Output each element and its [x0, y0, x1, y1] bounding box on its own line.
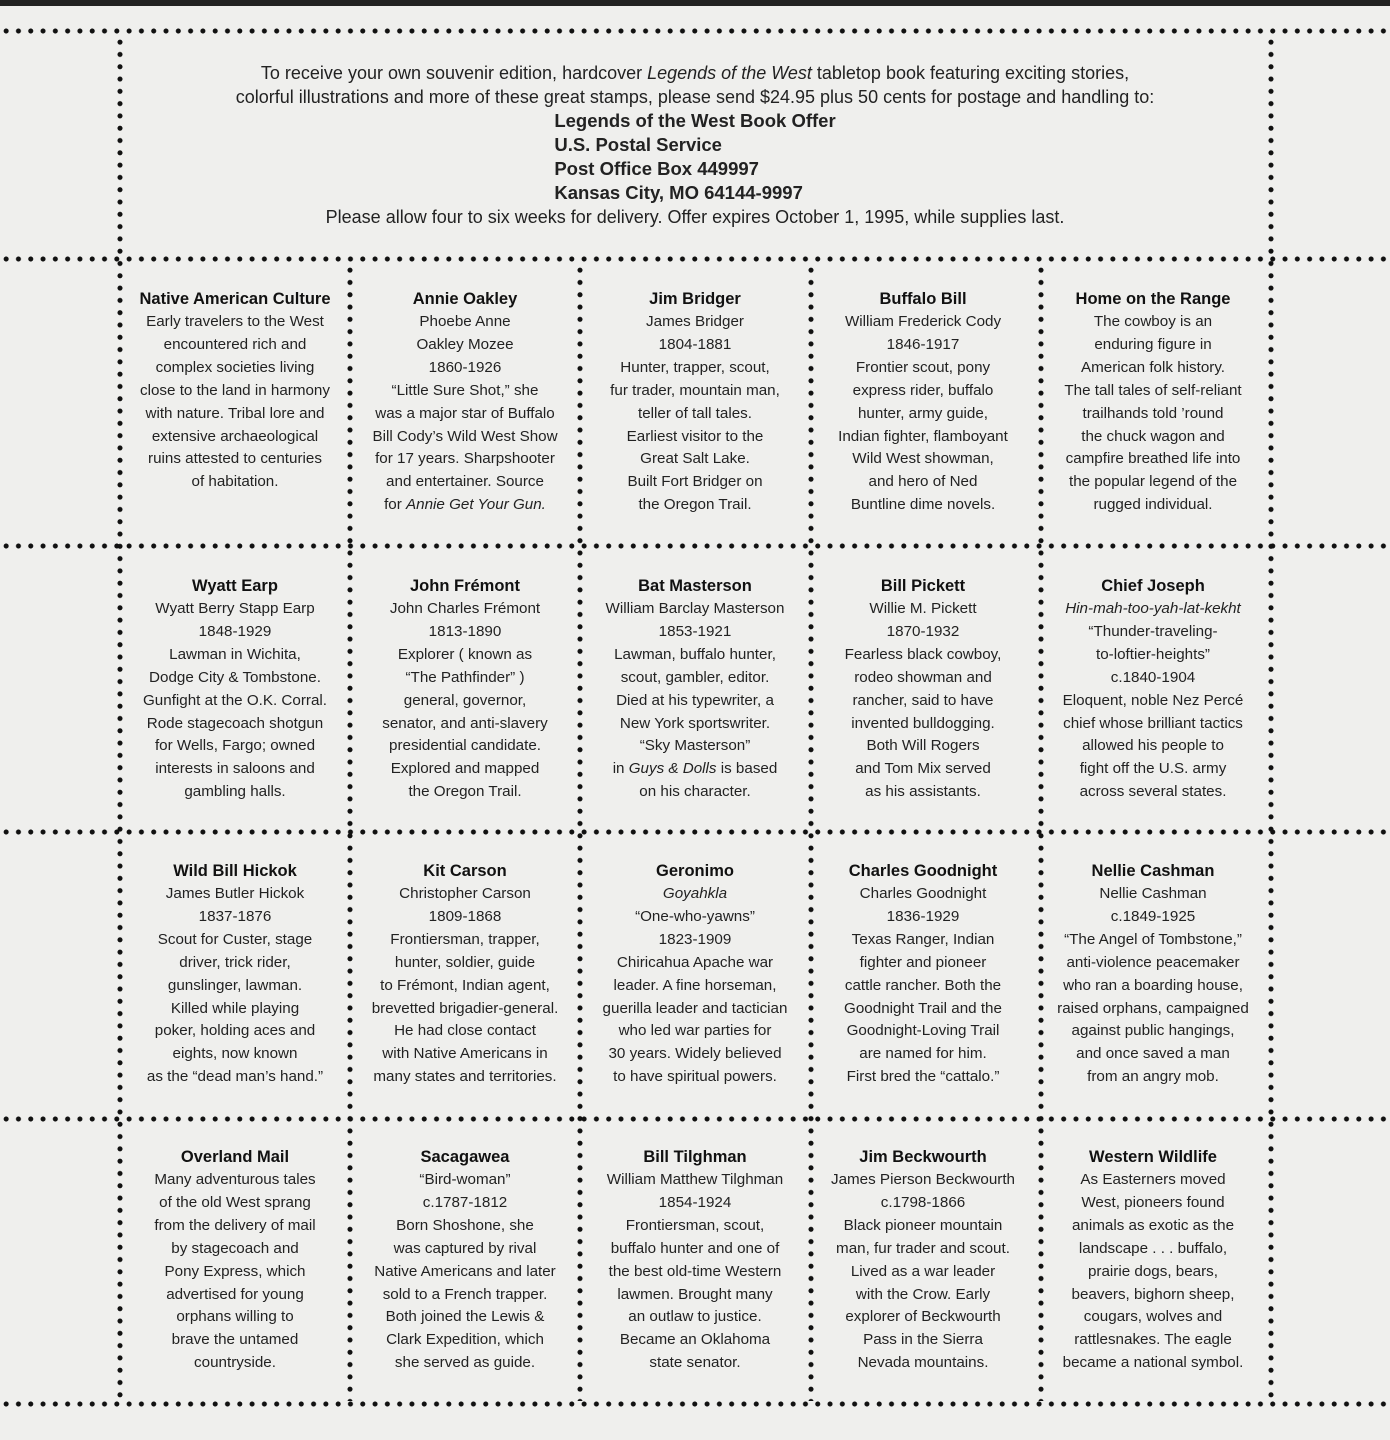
- stamp-description: [129, 575, 341, 804]
- stamp-text-line: general, governor,: [403, 691, 527, 709]
- stamp-text-line: He had close contact: [394, 1022, 536, 1040]
- stamp-text-line: Wild West showman,: [852, 450, 994, 468]
- stamp-text-line: William Frederick Cody: [844, 313, 1002, 330]
- stamp-text-line: state senator.: [649, 1354, 741, 1372]
- stamp-text-line: leader. A fine horseman,: [613, 976, 777, 994]
- stamp-text-line: “The Pathfinder” ): [405, 668, 525, 686]
- stamp-text-line: the Oregon Trail.: [638, 496, 752, 514]
- stamp-title: Wild Bill Hickok: [173, 862, 297, 880]
- stamp-text-line: as the “dead man’s hand.”: [146, 1068, 324, 1086]
- stamp-text-line: Great Salt Lake.: [640, 450, 750, 468]
- stamp-text-line: the Oregon Trail.: [408, 783, 522, 801]
- stamp-text-line: scout, gambler, editor.: [620, 668, 770, 686]
- stamp-text-line: who led war parties for: [618, 1022, 772, 1040]
- stamp-text-line: William Matthew Tilghman: [606, 1171, 784, 1188]
- stamp-text-line: c.1787-1812: [422, 1193, 508, 1211]
- stamp-text-line: rodeo showman and: [854, 668, 992, 686]
- stamp-text-line: explorer of Beckwourth: [845, 1308, 1001, 1326]
- stamp-text-line: John Charles Frémont: [389, 600, 541, 617]
- stamp-title: Jim Beckwourth: [859, 1148, 987, 1166]
- stamp-text-line: and Tom Mix served: [855, 760, 991, 778]
- stamp-text-line: Became an Oklahoma: [619, 1331, 771, 1349]
- stamp-description: [817, 860, 1029, 1089]
- stamp-title: Western Wildlife: [1089, 1148, 1217, 1166]
- stamp-text-line: close to the land in harmony: [140, 381, 330, 399]
- stamp-text-line: gambling halls.: [184, 783, 286, 801]
- book-offer: [130, 62, 1260, 230]
- stamp-text-line: was captured by rival: [393, 1239, 537, 1257]
- perforation-row: [0, 1400, 1390, 1408]
- stamp-text-line: the popular legend of the: [1068, 473, 1238, 491]
- stamp-text-line: for Wells, Fargo; owned: [154, 737, 316, 755]
- stamp-text-line: an outlaw to justice.: [628, 1308, 762, 1326]
- stamp-text-line: allowed his people to: [1082, 737, 1224, 755]
- stamp-text-line: many states and territories.: [373, 1068, 557, 1086]
- stamp-text-line: buffalo hunter and one of: [610, 1239, 780, 1257]
- stamp-text-line: Lived as a war leader: [850, 1262, 996, 1280]
- stamp-title: Charles Goodnight: [848, 862, 998, 880]
- stamp-text-line: Buntline dime novels.: [850, 496, 996, 514]
- stamp-text-line: extensive archaeological: [151, 427, 319, 445]
- mailing-address: Legends of the West Book Offer U.S. Postal Service Post Office Box 449997 Kansas City, MO 64144-9997: [554, 110, 836, 204]
- stamp-text-line: New York sportswriter.: [619, 714, 771, 732]
- stamp-text-line: advertised for young: [166, 1285, 304, 1303]
- stamp-text-line: trailhands told ’round: [1082, 404, 1224, 422]
- perforation-row: [0, 828, 1390, 836]
- stamp-text-line: “The Angel of Tombstone,”: [1064, 930, 1242, 948]
- stamp-description: [1047, 1146, 1259, 1375]
- stamp-text-line: The cowboy is an: [1093, 313, 1213, 330]
- stamp-text-line: Gunfight at the O.K. Corral.: [142, 691, 328, 709]
- stamp-description: [1047, 575, 1259, 804]
- stamp-text-line: against public hangings,: [1071, 1022, 1235, 1040]
- stamp-text-line: Dodge City & Tombstone.: [149, 668, 321, 686]
- stamp-text-line: are named for him.: [859, 1045, 987, 1063]
- perforation-column: [1267, 36, 1275, 1401]
- stamp-text-line: fur trader, mountain man,: [610, 381, 780, 399]
- stamp-text-line: from an angry mob.: [1087, 1068, 1219, 1086]
- stamp-text-line: to Frémont, Indian agent,: [380, 976, 550, 994]
- stamp-text-line: Wyatt Berry Stapp Earp: [155, 600, 315, 617]
- stamp-description: [129, 1146, 341, 1375]
- stamp-text-line: 1870-1932: [886, 622, 960, 640]
- stamp-text-line: the best old-time Western: [608, 1262, 782, 1280]
- stamp-text-line: Bill Cody’s Wild West Show: [372, 427, 558, 445]
- stamp-text-line: 1804-1881: [658, 335, 732, 353]
- stamp-description: [129, 860, 341, 1089]
- stamp-text-line: 1837-1876: [198, 907, 272, 925]
- stamp-text-line: invented bulldogging.: [851, 714, 995, 732]
- stamp-text-line: First bred the “cattalo.”: [846, 1068, 1000, 1086]
- stamp-text-line: James Butler Hickok: [165, 885, 305, 902]
- stamp-text-line: Rode stagecoach shotgun: [146, 714, 324, 732]
- perforation-column: [1037, 264, 1045, 1401]
- stamp-text-line: The tall tales of self-reliant: [1064, 381, 1242, 399]
- stamp-text-line: Goodnight-Loving Trail: [846, 1022, 1000, 1040]
- stamp-text-line: American folk history.: [1080, 358, 1226, 376]
- stamp-text-line: for Annie Get Your Gun.: [384, 496, 546, 514]
- stamp-title: Wyatt Earp: [192, 577, 278, 595]
- stamp-text-line: Built Fort Bridger on: [627, 473, 763, 491]
- stamp-text-line: 1836-1929: [886, 907, 960, 925]
- stamp-text-line: and entertainer. Source: [386, 473, 544, 491]
- stamp-text-line: hunter, army guide,: [857, 404, 988, 422]
- stamp-text-line: Earliest visitor to the: [626, 427, 764, 445]
- stamp-text-line: Pass in the Sierra: [863, 1331, 983, 1349]
- stamp-text-line: and once saved a man: [1076, 1045, 1230, 1063]
- stamp-description: [359, 288, 571, 517]
- stamp-text-line: by stagecoach and: [171, 1239, 299, 1257]
- stamp-description: [1047, 288, 1259, 517]
- stamp-text-line: Scout for Custer, stage: [157, 930, 313, 948]
- stamp-text-line: 30 years. Widely believed: [608, 1045, 782, 1063]
- perforation-column: [807, 264, 815, 1401]
- stamp-description: [589, 288, 801, 517]
- stamp-text-line: brevetted brigadier-general.: [371, 999, 559, 1017]
- stamp-text-line: 1813-1890: [428, 622, 502, 640]
- stamp-text-line: Killed while playing: [170, 999, 300, 1017]
- stamp-text-line: 1848-1929: [198, 622, 272, 640]
- stamp-title: Native American Culture: [139, 290, 331, 308]
- stamp-title: Chief Joseph: [1101, 577, 1205, 595]
- stamp-text-line: As Easterners moved: [1080, 1171, 1226, 1188]
- stamp-text-line: enduring figure in: [1094, 335, 1212, 353]
- stamp-text-line: Willie M. Pickett: [869, 600, 977, 617]
- stamp-text-line: the chuck wagon and: [1081, 427, 1225, 445]
- stamp-text-line: cattle rancher. Both the: [844, 976, 1002, 994]
- stamp-text-line: with the Crow. Early: [855, 1285, 991, 1303]
- stamp-text-line: lawmen. Brought many: [617, 1285, 773, 1303]
- stamp-text-line: express rider, buffalo: [852, 381, 994, 399]
- stamp-text-line: ruins attested to centuries: [148, 450, 322, 468]
- stamp-text-line: 1846-1917: [886, 335, 960, 353]
- stamp-text-line: rattlesnakes. The eagle: [1074, 1331, 1232, 1349]
- stamp-text-line: beavers, bighorn sheep,: [1071, 1285, 1235, 1303]
- stamp-text-line: interests in saloons and: [155, 760, 315, 778]
- stamp-text-line: of habitation.: [191, 473, 279, 491]
- stamp-text-line: to have spiritual powers.: [613, 1068, 777, 1086]
- stamp-text-line: James Pierson Beckwourth: [830, 1171, 1015, 1188]
- stamp-text-line: encountered rich and: [163, 335, 307, 353]
- stamp-title: Annie Oakley: [412, 290, 518, 308]
- perforation-column: [346, 264, 354, 1401]
- stamp-description: [359, 1146, 571, 1375]
- stamp-text-line: 1809-1868: [428, 907, 502, 925]
- stamp-text-line: c.1849-1925: [1110, 907, 1196, 925]
- stamp-description: [1047, 860, 1259, 1089]
- stamp-text-line: in Guys & Dolls is based: [612, 760, 778, 778]
- stamp-text-line: Many adventurous tales: [154, 1171, 316, 1188]
- stamp-text-line: who ran a boarding house,: [1063, 976, 1243, 994]
- stamp-text-line: Nevada mountains.: [857, 1354, 989, 1372]
- perforation-row: [0, 542, 1390, 550]
- stamp-text-line: Clark Expedition, which: [386, 1331, 544, 1349]
- stamp-text-line: for 17 years. Sharpshooter: [375, 450, 555, 468]
- stamp-text-line: Both Will Rogers: [866, 737, 980, 755]
- stamp-text-line: presidential candidate.: [389, 737, 541, 755]
- stamp-description: [359, 575, 571, 804]
- stamp-text-line: chief whose brilliant tactics: [1063, 714, 1243, 732]
- stamp-text-line: Charles Goodnight: [859, 885, 987, 902]
- stamp-text-line: 1860-1926: [428, 358, 502, 376]
- stamp-title: Bat Masterson: [638, 577, 752, 595]
- stamp-text-line: “Sky Masterson”: [639, 737, 751, 755]
- stamp-text-line: Fearless black cowboy,: [844, 645, 1002, 663]
- stamp-title: Sacagawea: [420, 1148, 510, 1166]
- stamp-title: Jim Bridger: [649, 290, 741, 308]
- stamp-text-line: across several states.: [1079, 783, 1227, 801]
- stamp-text-line: Explorer ( known as: [397, 645, 533, 663]
- stamp-title: Nellie Cashman: [1091, 862, 1215, 880]
- stamp-text-line: “Thunder-traveling-: [1088, 622, 1218, 640]
- stamp-text-line: Oakley Mozee: [416, 335, 514, 353]
- stamp-title: Bill Pickett: [880, 577, 966, 595]
- stamp-text-line: complex societies living: [155, 358, 315, 376]
- stamp-text-line: animals as exotic as the: [1071, 1216, 1235, 1234]
- stamp-description: [359, 860, 571, 1089]
- stamp-title: Geronimo: [656, 862, 734, 880]
- stamp-text-line: on his character.: [639, 783, 751, 801]
- offer-line-2: colorful illustrations and more of these great stamps, please send $24.95 plus 50 cents for postage and handling to:: [235, 86, 1155, 107]
- stamp-text-line: cougars, wolves and: [1083, 1308, 1223, 1326]
- stamp-text-line: 1823-1909: [658, 930, 732, 948]
- stamp-description: [589, 575, 801, 804]
- stamp-text-line: Died at his typewriter, a: [616, 691, 774, 709]
- perforation-row: [0, 1115, 1390, 1123]
- stamp-text-line: James Bridger: [646, 313, 744, 330]
- stamp-text-line: 1853-1921: [658, 622, 732, 640]
- stamp-text-line: West, pioneers found: [1081, 1193, 1225, 1211]
- stamp-text-line: senator, and anti-slavery: [382, 714, 548, 732]
- stamp-text-line: Black pioneer mountain: [843, 1216, 1003, 1234]
- stamp-description: [817, 575, 1029, 804]
- stamp-text-line: 1854-1924: [658, 1193, 732, 1211]
- stamp-title: Home on the Range: [1075, 290, 1231, 308]
- stamp-text-line: brave the untamed: [171, 1331, 299, 1349]
- stamp-title: Kit Carson: [423, 862, 507, 880]
- stamp-text-line: and hero of Ned: [868, 473, 978, 491]
- stamp-text-line: rugged individual.: [1093, 496, 1213, 514]
- stamp-text-line: “Little Sure Shot,” she: [391, 381, 539, 399]
- stamp-text-line: was a major star of Buffalo: [375, 404, 555, 422]
- stamp-native-name: Hin-mah-too-yah-lat-kekht: [1065, 600, 1241, 617]
- stamp-description: [817, 1146, 1029, 1375]
- stamp-description: [589, 1146, 801, 1375]
- stamp-title: Overland Mail: [180, 1148, 290, 1166]
- stamp-text-line: of the old West sprang: [159, 1193, 311, 1211]
- stamp-text-line: driver, trick rider,: [179, 953, 291, 971]
- perforation-row: [0, 255, 1390, 263]
- stamp-text-line: she served as guide.: [394, 1354, 536, 1372]
- stamp-text-line: Frontiersman, trapper,: [390, 930, 540, 948]
- stamp-text-line: from the delivery of mail: [154, 1216, 316, 1234]
- stamp-text-line: Hunter, trapper, scout,: [620, 358, 770, 376]
- stamp-text-line: poker, holding aces and: [154, 1022, 316, 1040]
- stamp-text-line: to-loftier-heights”: [1096, 645, 1210, 663]
- stamp-text-line: Explored and mapped: [390, 760, 540, 778]
- perforation-column: [116, 36, 124, 1401]
- stamp-description: [589, 860, 801, 1089]
- stamp-text-line: campfire breathed life into: [1065, 450, 1241, 468]
- stamp-text-line: hunter, soldier, guide: [394, 953, 536, 971]
- stamp-text-line: anti-violence peacemaker: [1066, 953, 1240, 971]
- stamp-text-line: William Barclay Masterson: [605, 600, 785, 617]
- stamp-text-line: became a national symbol.: [1062, 1354, 1244, 1372]
- stamp-text-line: “One-who-yawns”: [635, 907, 755, 925]
- offer-line-1: To receive your own souvenir edition, hardcover Legends of the West tabletop book featuring exciting stories,: [260, 63, 1130, 83]
- stamp-text-line: Native Americans and later: [374, 1262, 556, 1280]
- perforation-row: [0, 27, 1390, 35]
- stamp-text-line: eights, now known: [172, 1045, 298, 1063]
- stamp-text-line: prairie dogs, bears,: [1087, 1262, 1218, 1280]
- stamp-text-line: Eloquent, noble Nez Percé: [1062, 691, 1244, 709]
- stamp-text-line: Frontier scout, pony: [855, 358, 991, 376]
- stamp-text-line: orphans willing to: [176, 1308, 294, 1326]
- offer-footer: Please allow four to six weeks for delivery. Offer expires October 1, 1995, while supplies last.: [325, 207, 1065, 228]
- stamp-text-line: Born Shoshone, she: [396, 1216, 534, 1234]
- stamp-text-line: landscape . . . buffalo,: [1078, 1239, 1228, 1257]
- stamp-text-line: Early travelers to the West: [146, 313, 324, 330]
- stamp-description: [817, 288, 1029, 517]
- stamp-text-line: guerilla leader and tactician: [602, 999, 788, 1017]
- stamp-text-line: sold to a French trapper.: [382, 1285, 548, 1303]
- stamp-text-line: Both joined the Lewis &: [385, 1308, 545, 1326]
- stamp-text-line: Christopher Carson: [399, 885, 531, 902]
- stamp-text-line: Frontiersman, scout,: [625, 1216, 765, 1234]
- stamp-text-line: “Bird-woman”: [419, 1171, 511, 1188]
- perforation-column: [576, 264, 584, 1401]
- stamp-text-line: Nellie Cashman: [1099, 885, 1207, 902]
- stamp-text-line: Lawman, buffalo hunter,: [614, 645, 776, 663]
- stamp-text-line: teller of tall tales.: [638, 404, 752, 422]
- stamp-text-line: fighter and pioneer: [859, 953, 987, 971]
- stamp-text-line: with Native Americans in: [382, 1045, 548, 1063]
- stamp-title: Buffalo Bill: [879, 290, 967, 308]
- top-edge: [0, 0, 1390, 6]
- stamp-text-line: rancher, said to have: [852, 691, 994, 709]
- stamp-text-line: Indian fighter, flamboyant: [838, 427, 1008, 445]
- stamp-text-line: as his assistants.: [865, 783, 981, 801]
- stamp-text-line: c.1798-1866: [880, 1193, 966, 1211]
- stamp-native-name: Goyahkla: [662, 885, 728, 902]
- stamp-text-line: Texas Ranger, Indian: [851, 930, 995, 948]
- stamp-text-line: Lawman in Wichita,: [169, 645, 301, 663]
- stamp-title: John Frémont: [410, 577, 520, 595]
- stamp-text-line: with nature. Tribal lore and: [145, 404, 325, 422]
- stamp-text-line: raised orphans, campaigned: [1057, 999, 1249, 1017]
- stamp-text-line: countryside.: [194, 1354, 276, 1372]
- stamp-text-line: fight off the U.S. army: [1079, 760, 1227, 778]
- stamp-text-line: Pony Express, which: [164, 1262, 306, 1280]
- stamp-text-line: man, fur trader and scout.: [836, 1239, 1010, 1257]
- stamp-text-line: Phoebe Anne: [419, 313, 511, 330]
- stamp-text-line: c.1840-1904: [1110, 668, 1196, 686]
- stamp-text-line: Chiricahua Apache war: [616, 953, 774, 971]
- stamp-title: Bill Tilghman: [643, 1148, 747, 1166]
- stamp-text-line: Goodnight Trail and the: [844, 999, 1002, 1017]
- stamp-text-line: gunslinger, lawman.: [167, 976, 303, 994]
- stamp-description: [129, 288, 341, 494]
